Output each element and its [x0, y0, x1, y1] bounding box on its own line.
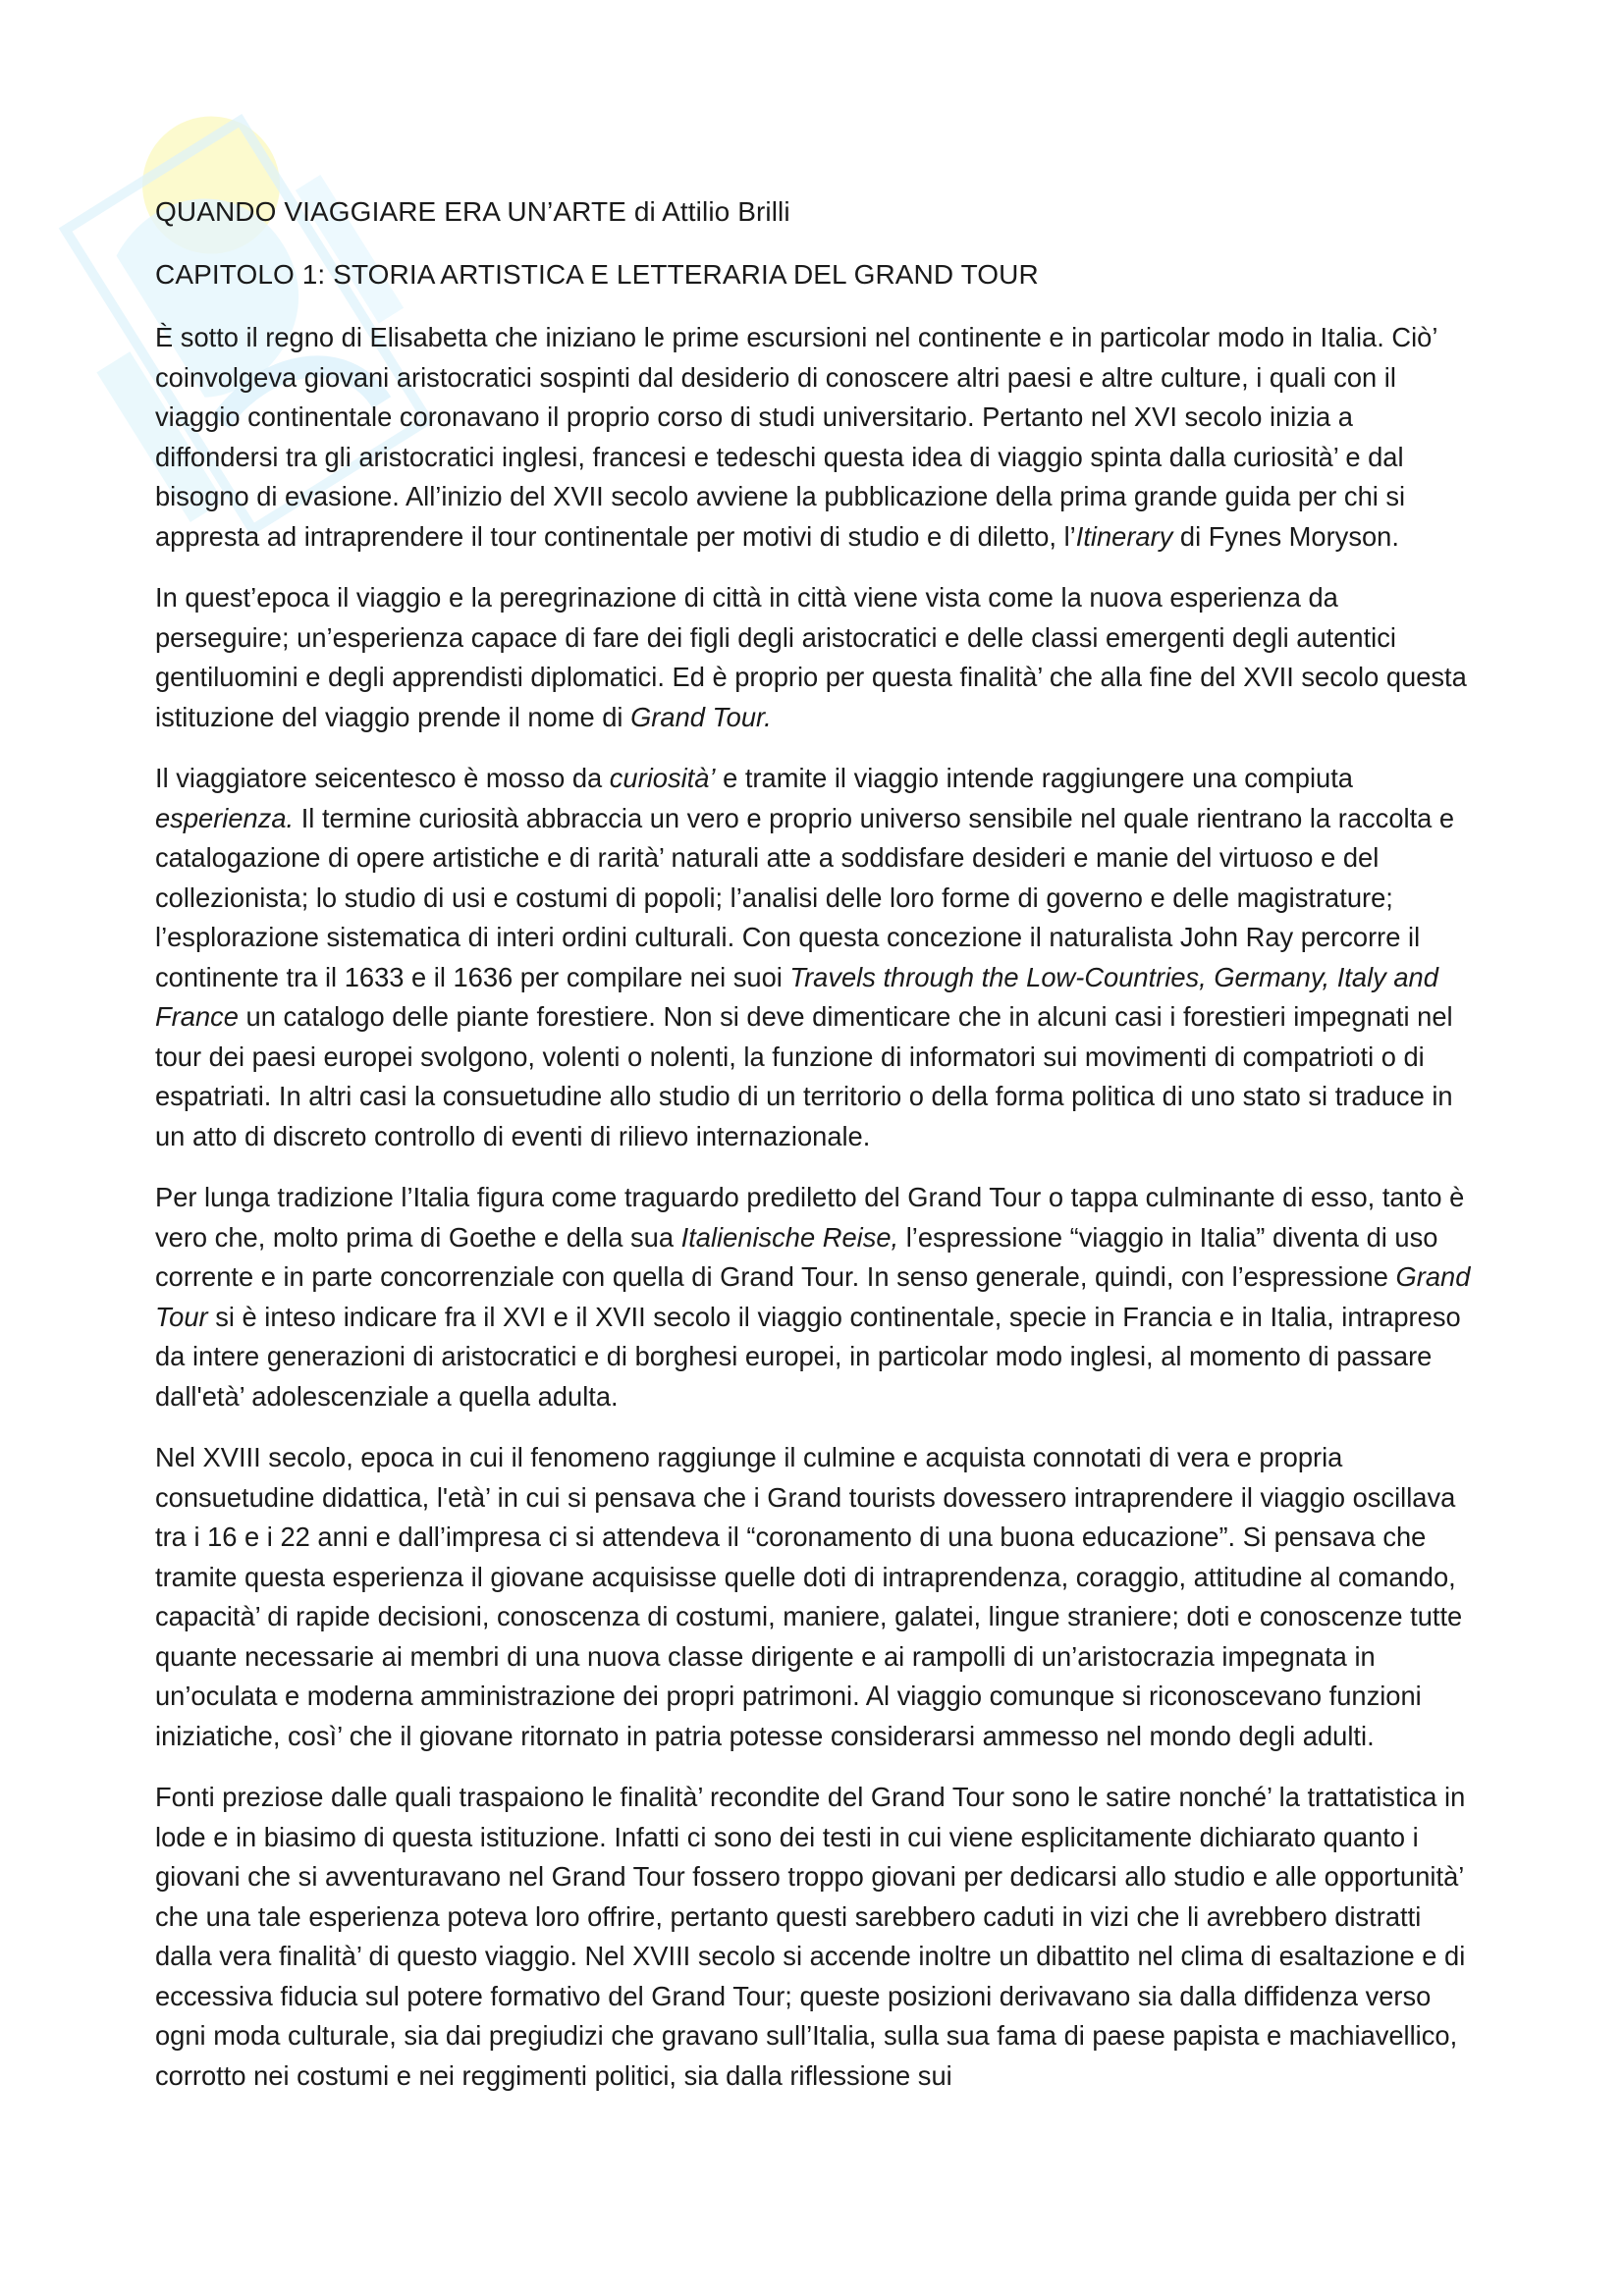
paragraph: [155, 318, 1479, 557]
document-body: [155, 318, 1479, 2096]
text-run: l’espressione “viaggio in Italia” diventa di uso corrente e in parte concorrenziale con quella di Grand Tour. In senso generale, quindi, con l’espressione: [155, 1221, 1438, 1292]
italic-text: Travels through the Low-Countries, Germany, Italy and France: [155, 961, 1438, 1032]
text-run: di Fynes Moryson.: [1172, 520, 1399, 552]
paragraph: [155, 1778, 1479, 2096]
italic-text: Italienische Reise,: [680, 1221, 899, 1253]
document-page: [155, 192, 1479, 2117]
text-run: Fonti preziose dalle quali traspaiono le finalità’ recondite del Grand Tour sono le satire nonché’ la trattatistica in lode e in biasimo di questa istituzione. Infatti ci sono dei testi in cui viene esplicitamente dichiarato quanto i giovani che si avventuravano nel Grand Tour fossero troppo giovani per dedicarsi allo studio e alle opportunità’ che una tale esperienza poteva loro offrire, pertanto questi sarebbero caduti in vizi che li avrebbero distratti dalla vera finalità’ di questo viaggio. Nel XVIII secolo si accende inoltre un dibattito nel clima di esaltazione e di eccessiva fiducia sul potere formativo del Grand Tour; queste posizioni derivavano sia dalla diffidenza verso ogni moda culturale, sia dai pregiudizi che gravano sull’Italia, sulla sua fama di paese papista e machiavellico, corrotto nei costumi e nei reggimenti politici, sia dalla riflessione sui: [155, 1782, 1466, 2091]
paragraph: [155, 1438, 1479, 1756]
text-run: e tramite il viaggio intende raggiungere una compiuta: [715, 763, 1353, 793]
text-run: In quest’epoca il viaggio e la peregrinazione di città in città viene vista come la nuova esperienza da perseguire; un’esperienza capace di fare dei figli degli aristocratici e delle classi emergenti degli autentici gentiluomini e degli apprendisti diplomatici. Ed è proprio per questa finalità’ che alla fine del XVII secolo questa istituzione del viaggio prende il nome di: [155, 582, 1467, 732]
paragraph: [155, 1178, 1479, 1416]
chapter-heading: CAPITOLO 1: STORIA ARTISTICA E LETTERARIA DEL GRAND TOUR: [155, 259, 1039, 290]
text-run: È sotto il regno di Elisabetta che iniziano le prime escursioni nel continente e in particolar modo in Italia. Ciò’ coinvolgeva giovani aristocratici sospinti dal desiderio di conoscere altri paesi e altre culture, i quali con il viaggio continentale coronavano il proprio corso di studi universitario. Pertanto nel XVI secolo inizia a diffondersi tra gli aristocratici inglesi, francesi e tedeschi questa idea di viaggio spinta dalla curiosità’ e dal bisogno di evasione. All’inizio del XVII secolo avviene la pubblicazione della prima grande guida per chi si appresta ad intraprendere il tour continentale per motivi di studio e di diletto, l’: [155, 322, 1437, 552]
text-run: Il termine curiosità abbraccia un vero e proprio universo sensibile nel quale rientrano la raccolta e catalogazione di opere artistiche e di rarità’ naturali atte a soddisfare desideri e manie del virtuoso e del collezionista; lo studio di usi e costumi di popoli; l’analisi delle loro forme di governo e delle magistrature; l’esplorazione sistematica di interi ordini culturali. Con questa concezione il naturalista John Ray percorre il continente tra il 1633 e il 1636 per compilare nei suoi: [155, 802, 1455, 992]
italic-text: curiosità’: [609, 763, 716, 793]
text-run: Per lunga tradizione l’Italia figura come traguardo prediletto del Grand Tour o tappa culminante di esso, tanto è vero che, molto prima di Goethe e della sua: [155, 1182, 1465, 1253]
text-run: Nel XVIII secolo, epoca in cui il fenomeno raggiunge il culmine e acquista connotati di vera e propria consuetudine didattica, l'età’ in cui si pensava che i Grand tourists dovessero intraprendere il viaggio oscillava tra i 16 e i 22 anni e dall’impresa ci si attendeva il “coronamento di una buona educazione”. Si pensava che tramite questa esperienza il giovane acquisisse quelle doti di intraprendenza, coraggio, attitudine al comando, capacità’ di rapide decisioni, conoscenza di costumi, maniere, galatei, lingue straniere; doti e conoscenze tutte quante necessarie ai membri di una nuova classe dirigente e ai rampolli di un’aristocrazia impegnata in un’oculata e moderna amministrazione dei propri patrimoni. Al viaggio comunque si riconoscevano funzioni iniziatiche, così’ che il giovane ritornato in patria potesse considerarsi ammesso nel mondo degli adulti.: [155, 1442, 1463, 1751]
italic-text: Itinerary: [1075, 520, 1173, 552]
italic-text: Grand Tour: [155, 1261, 1471, 1332]
text-run: Il viaggiatore seicentesco è mosso da: [155, 763, 610, 793]
text-run: un catalogo delle piante forestiere. Non si deve dimenticare che in alcuni casi i forestieri impegnati nel tour dei paesi europei svolgono, volenti o nolenti, la funzione di informatori sui movimenti di compatrioti o di espatriati. In altri casi la consuetudine allo studio di un territorio o della forma politica di uno stato si traduce in un atto di discreto controllo di eventi di rilievo internazionale.: [155, 1001, 1453, 1151]
italic-text: Grand Tour.: [630, 701, 772, 732]
paragraph: [155, 759, 1479, 1156]
italic-text: esperienza.: [155, 802, 295, 833]
text-run: si è inteso indicare fra il XVI e il XVII secolo il viaggio continentale, specie in Francia e in Italia, intrapreso da intere generazioni di aristocratici e di borghesi europei, in particolar modo inglesi, al momento di passare dall'età’ adolescenziale a quella adulta.: [155, 1301, 1461, 1412]
document-title: QUANDO VIAGGIARE ERA UN’ARTE di Attilio Brilli: [155, 196, 790, 227]
paragraph: [155, 578, 1479, 737]
